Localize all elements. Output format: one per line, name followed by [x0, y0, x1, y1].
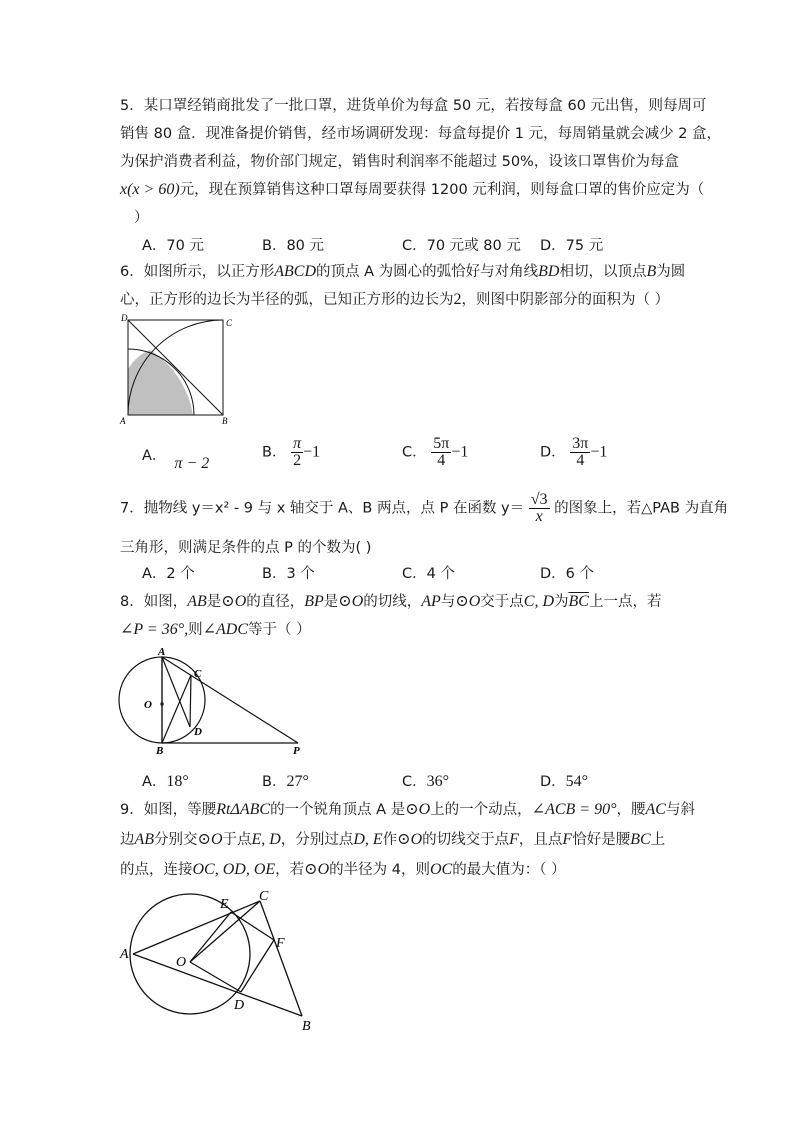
q6-shaded-region [128, 350, 193, 415]
q5-line-3: 为保护消费者利益，物价部门规定，销售时利润率不能超过 50%，设该口罩售价为每盒 [120, 154, 679, 170]
q6-option-d-fraction [570, 436, 590, 469]
q9-text: 9．如图，等腰 [120, 802, 217, 818]
q8-text: 为 [554, 594, 569, 610]
q9-label-e: E [220, 897, 229, 912]
q8-text: 交于点 [480, 594, 524, 610]
q7-text: 7．抛物线 y＝x² - 9 与 x 轴交于 A、B 两点，点 P 在函数 y＝ [120, 500, 525, 517]
q9-figure [118, 888, 328, 1034]
q8-center-dot [160, 702, 163, 705]
q8-option-a[interactable] [142, 772, 189, 792]
q8-math: ∠ADC [202, 621, 248, 638]
q9-math: ⊙O [405, 801, 431, 818]
q6-text: 为圆 [656, 264, 686, 280]
q5-option-d[interactable]: D．75 元 [540, 238, 604, 254]
q8-option-d-label: D． [540, 774, 566, 790]
q8-text: 的切线， [363, 594, 422, 610]
q9-line-2 [120, 830, 665, 850]
q9-text: 上的一个动点， [430, 802, 532, 818]
q8-math: AB [187, 593, 207, 610]
q8-option-c-math: 36° [426, 773, 450, 790]
q8-math: ⊙O [455, 593, 481, 610]
q8-secant-ap [162, 657, 298, 743]
q8-label-a: A [158, 646, 166, 658]
q6-label-a: A [120, 416, 126, 426]
q6-option-d[interactable] [540, 436, 607, 469]
q8-chord-bc [162, 675, 191, 743]
q9-segment-oe [190, 912, 231, 962]
q6-option-c-numerator: 5π [433, 435, 450, 452]
q9-math: OC, OD, OE [192, 861, 276, 878]
q7-fraction [529, 492, 550, 525]
q9-label-b: B [302, 1019, 311, 1034]
q8-option-b-math: 27° [286, 773, 309, 790]
q6-label-d: D [121, 313, 128, 323]
q9-label-o: O [176, 955, 187, 970]
q9-math: OC [429, 861, 453, 878]
q6-option-c[interactable] [402, 436, 468, 469]
q8-math: BP [304, 593, 324, 610]
q6-line-1 [120, 262, 685, 282]
q6-label-c: C [226, 318, 233, 328]
q8-line-1 [120, 592, 661, 612]
q8-math: ⊙O [338, 593, 364, 610]
q8-option-a-label: A． [142, 774, 167, 790]
q8-text: 等于（ ） [248, 622, 311, 638]
q8-math: C, D [523, 593, 555, 610]
q7-line-2: 三角形，则满足条件的点 P 的个数为( ) [120, 540, 372, 556]
q9-tangent-df [241, 940, 274, 992]
q8-label-o: O [144, 699, 152, 711]
q7-option-c[interactable]: C．4 个 [402, 566, 455, 582]
q9-math: BC [630, 831, 651, 848]
q8-line-2 [120, 620, 311, 640]
q9-side-cb [260, 901, 302, 1016]
q6-line-2 [120, 290, 669, 310]
q8-option-b[interactable] [262, 772, 309, 792]
q6-option-c-label: C． [402, 444, 427, 461]
q6-text: 相切，以顶点 [559, 264, 647, 280]
q5-option-a[interactable]: A．70 元 [142, 238, 204, 254]
q6-math: BD [538, 263, 560, 280]
q9-line-3 [120, 860, 566, 880]
q9-text: 的点，连接 [120, 862, 193, 878]
q5-line-5: ） [134, 210, 149, 226]
q8-chord-cd [190, 675, 191, 727]
q9-label-c: C [259, 889, 269, 904]
q9-math: F [509, 831, 519, 848]
q9-segment-od [190, 962, 241, 992]
q8-option-b-label: B． [262, 774, 287, 790]
q6-text: 6．如图所示，以正方形 [120, 264, 275, 280]
q9-text: 的切线交于点 [422, 832, 510, 848]
q7-text: 的图象上，若△PAB 为直角 [554, 500, 729, 517]
q6-option-b-label: B． [262, 444, 287, 461]
q6-figure [118, 312, 238, 430]
q9-text: ，分别过点 [280, 832, 354, 848]
q6-option-b-denominator: 2 [293, 452, 302, 469]
q7-option-b[interactable]: B．3 个 [262, 566, 315, 582]
q8-label-d: D [194, 726, 202, 738]
q9-math: E, D [251, 831, 281, 848]
q7-option-d[interactable]: D．6 个 [540, 566, 594, 582]
q6-option-a-label: A． [142, 448, 167, 464]
q6-option-b-numerator: π [293, 435, 302, 452]
q7-line-1 [120, 492, 728, 525]
q9-text: 边 [120, 832, 135, 848]
q7-denominator: x [535, 508, 543, 525]
q6-option-d-denominator: 4 [576, 452, 585, 469]
q6-option-a-math: π − 2 [174, 455, 210, 472]
q9-text: 上 [650, 832, 666, 848]
q5-option-c[interactable]: C．70 元或 80 元 [402, 238, 521, 254]
q9-math: ⊙O [397, 831, 423, 848]
q6-option-d-label: D． [540, 444, 566, 461]
q9-math: AC [645, 801, 666, 818]
q6-option-c-denominator: 4 [437, 452, 446, 469]
q8-math: ∠P = 36°, [120, 621, 189, 638]
q6-math: ABCD [274, 263, 317, 280]
q8-text: 上一点，若 [588, 594, 662, 610]
q7-numerator: √3 [530, 491, 548, 508]
q6-option-b-fraction [291, 436, 303, 469]
q5-option-b[interactable]: B．80 元 [262, 238, 325, 254]
q9-label-f: F [276, 936, 285, 951]
q9-text: 作 [382, 832, 398, 848]
q8-text: 是 [323, 594, 339, 610]
q6-option-d-numerator: 3π [572, 435, 589, 452]
q9-tangent-ef [231, 912, 274, 940]
q8-option-c[interactable] [402, 772, 449, 792]
q9-math: F [562, 831, 573, 848]
q5-line-1: 5．某口罩经销商批发了一批口罩，进货单价为每盒 50 元，若按每盒 60 元出售，则每周可 [120, 98, 707, 114]
q9-text: 的一个锐角顶点 A 是 [270, 802, 406, 818]
q8-option-d[interactable] [540, 772, 588, 792]
q9-text: 恰好是腰 [572, 832, 631, 848]
q9-label-d: D [234, 998, 245, 1013]
q9-text: 与斜 [665, 802, 695, 818]
q6-option-a[interactable] [142, 446, 210, 472]
q9-math: AB [134, 831, 155, 848]
q8-label-b: B [156, 745, 164, 755]
q6-option-d-tail: −1 [590, 443, 608, 461]
q9-line-1 [120, 800, 695, 820]
q6-text: ，则图中阴影部分的面积为（ ） [461, 292, 670, 308]
q6-label-b: B [222, 416, 228, 426]
q9-math: D, E [353, 831, 383, 848]
q9-label-a: A [120, 947, 129, 962]
q8-text: 是 [206, 594, 222, 610]
q8-text: 则 [188, 622, 203, 638]
q6-math: B [646, 263, 657, 280]
q7-option-a[interactable]: A．2 个 [142, 566, 195, 582]
q5-variable-condition: x(x > 60) [120, 181, 180, 198]
q8-arc-bc: $\overline{BC}$ [568, 593, 589, 610]
q5-line-4 [120, 180, 704, 200]
q8-text: 8．如图， [120, 594, 188, 610]
q9-math: ∠ACB = 90° [531, 801, 617, 818]
q8-chord-ad [162, 657, 190, 727]
q8-figure [118, 645, 304, 755]
q8-math: AP [421, 593, 441, 610]
q8-option-c-label: C． [402, 774, 427, 790]
q8-text: 与 [440, 594, 456, 610]
q8-text: 的直径， [246, 594, 305, 610]
q9-math: RtΔABC [216, 801, 271, 818]
q8-label-p: P [293, 745, 300, 755]
q9-math: ⊙O [197, 831, 223, 848]
q9-text: 分别交 [154, 832, 198, 848]
q6-option-b-tail: −1 [303, 443, 321, 461]
q9-text: 的最大值为：（ ） [452, 862, 566, 878]
q8-option-d-math: 54° [565, 773, 589, 790]
q9-text: 的半径为 4，则 [329, 862, 430, 878]
q8-math: ⊙O [221, 593, 247, 610]
q6-option-c-tail: −1 [451, 443, 469, 461]
q5-line-2: 销售 80 盒．现准备提价销售，经市场调研发现：每盒每提价 1 元，每周销量就会减少 2 盒， [120, 126, 722, 142]
q6-math: 2 [453, 291, 462, 308]
q6-option-b[interactable] [262, 436, 320, 469]
q8-label-c: C [194, 668, 202, 680]
q6-text: 的顶点 A 为圆心的弧恰好与对角线 [316, 264, 539, 280]
q9-math: ⊙O [304, 861, 330, 878]
q6-option-c-fraction [431, 436, 451, 469]
q9-text: ，若 [275, 862, 305, 878]
q9-text: ，腰 [616, 802, 646, 818]
q8-option-a-math: 18° [166, 773, 189, 790]
q6-text: 心，正方形的边长为半径的弧，已知正方形的边长为 [120, 292, 454, 308]
q9-text: 于点 [222, 832, 252, 848]
q5-line-4-text: 元，现在预算销售这种口罩每周要获得 1200 元利润，则每盒口罩的售价应定为（ [179, 182, 705, 198]
q9-side-ac [133, 901, 260, 954]
q9-text: ，且点 [518, 832, 563, 848]
